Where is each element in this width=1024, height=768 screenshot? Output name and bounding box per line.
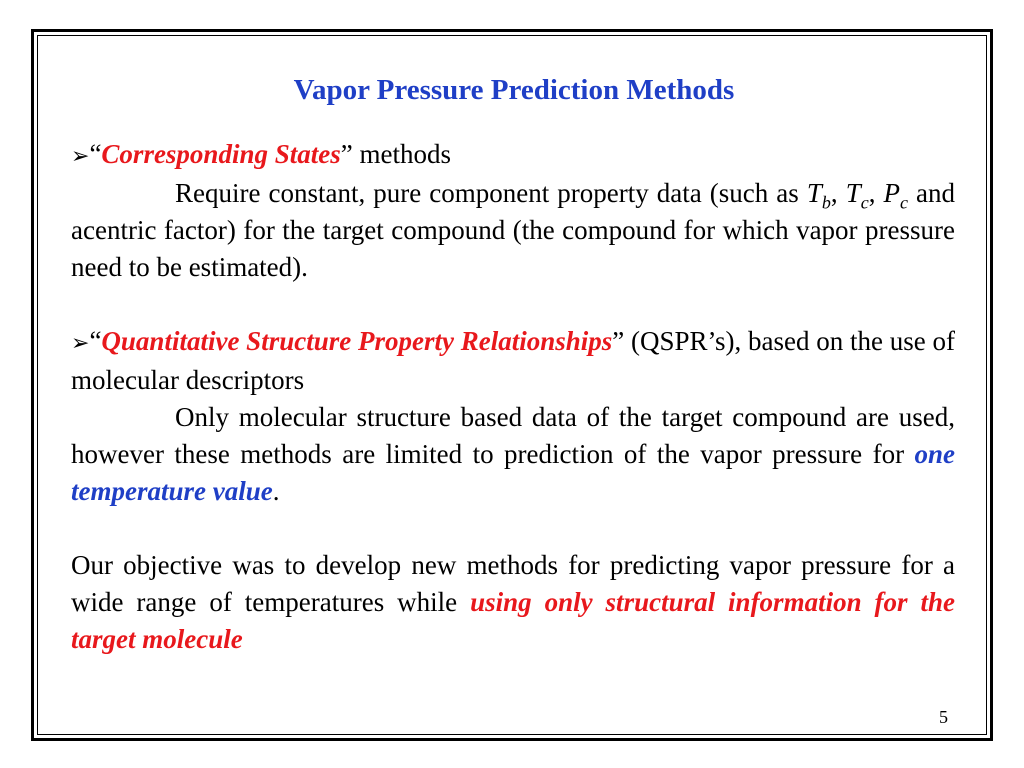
sub-b: b [821, 192, 831, 213]
var-p: P [883, 178, 901, 208]
objective-paragraph [71, 547, 955, 658]
quote-open: “ [89, 139, 102, 169]
quote-close-methods: ” methods [340, 139, 451, 169]
arrow-bullet-icon: ➢ [71, 331, 90, 356]
sub-c: c [860, 192, 869, 213]
objective-text: Our objective was to develop new methods for predicting vapor pressure for a wide range of temperatures while [71, 550, 955, 617]
var-t-2: T [845, 178, 861, 208]
slide-body [71, 136, 955, 658]
sep-2: , [868, 178, 884, 208]
description-text-2: and acentric factor) for the target compound (the compound for which vapor pressure need to be estimated). [71, 178, 956, 282]
bullet-qspr [71, 323, 955, 399]
qspr-text-1: Only molecular structure based data of the target compound are used, however these methods are limited to prediction of the vapor pressure for [71, 402, 955, 469]
sub-c-2: c [900, 192, 909, 213]
arrow-bullet-icon: ➢ [71, 144, 90, 169]
corresponding-states-description [71, 175, 955, 286]
page-number: 5 [939, 707, 948, 727]
term-corresponding-states: Corresponding States [101, 139, 341, 169]
quote-close-qspr: ” (QSPR’s), based on the use of molecular descriptors [71, 326, 955, 395]
term-qspr: Quantitative Structure Property Relationships [101, 326, 613, 356]
qspr-end: . [272, 476, 280, 506]
var-t: T [806, 178, 822, 208]
qspr-description [71, 399, 955, 510]
objective-highlight: using only structural information for the target molecule [71, 587, 955, 654]
slide-frame [31, 29, 993, 741]
bullet-corresponding-states [71, 136, 955, 175]
slide-title: Vapor Pressure Prediction Methods [293, 74, 735, 106]
description-text-1: Require constant, pure component property data (such as [175, 178, 799, 208]
sep-1: , [830, 178, 846, 208]
one-temperature-value: one temperature value [71, 439, 955, 506]
quote-open: “ [89, 326, 102, 356]
